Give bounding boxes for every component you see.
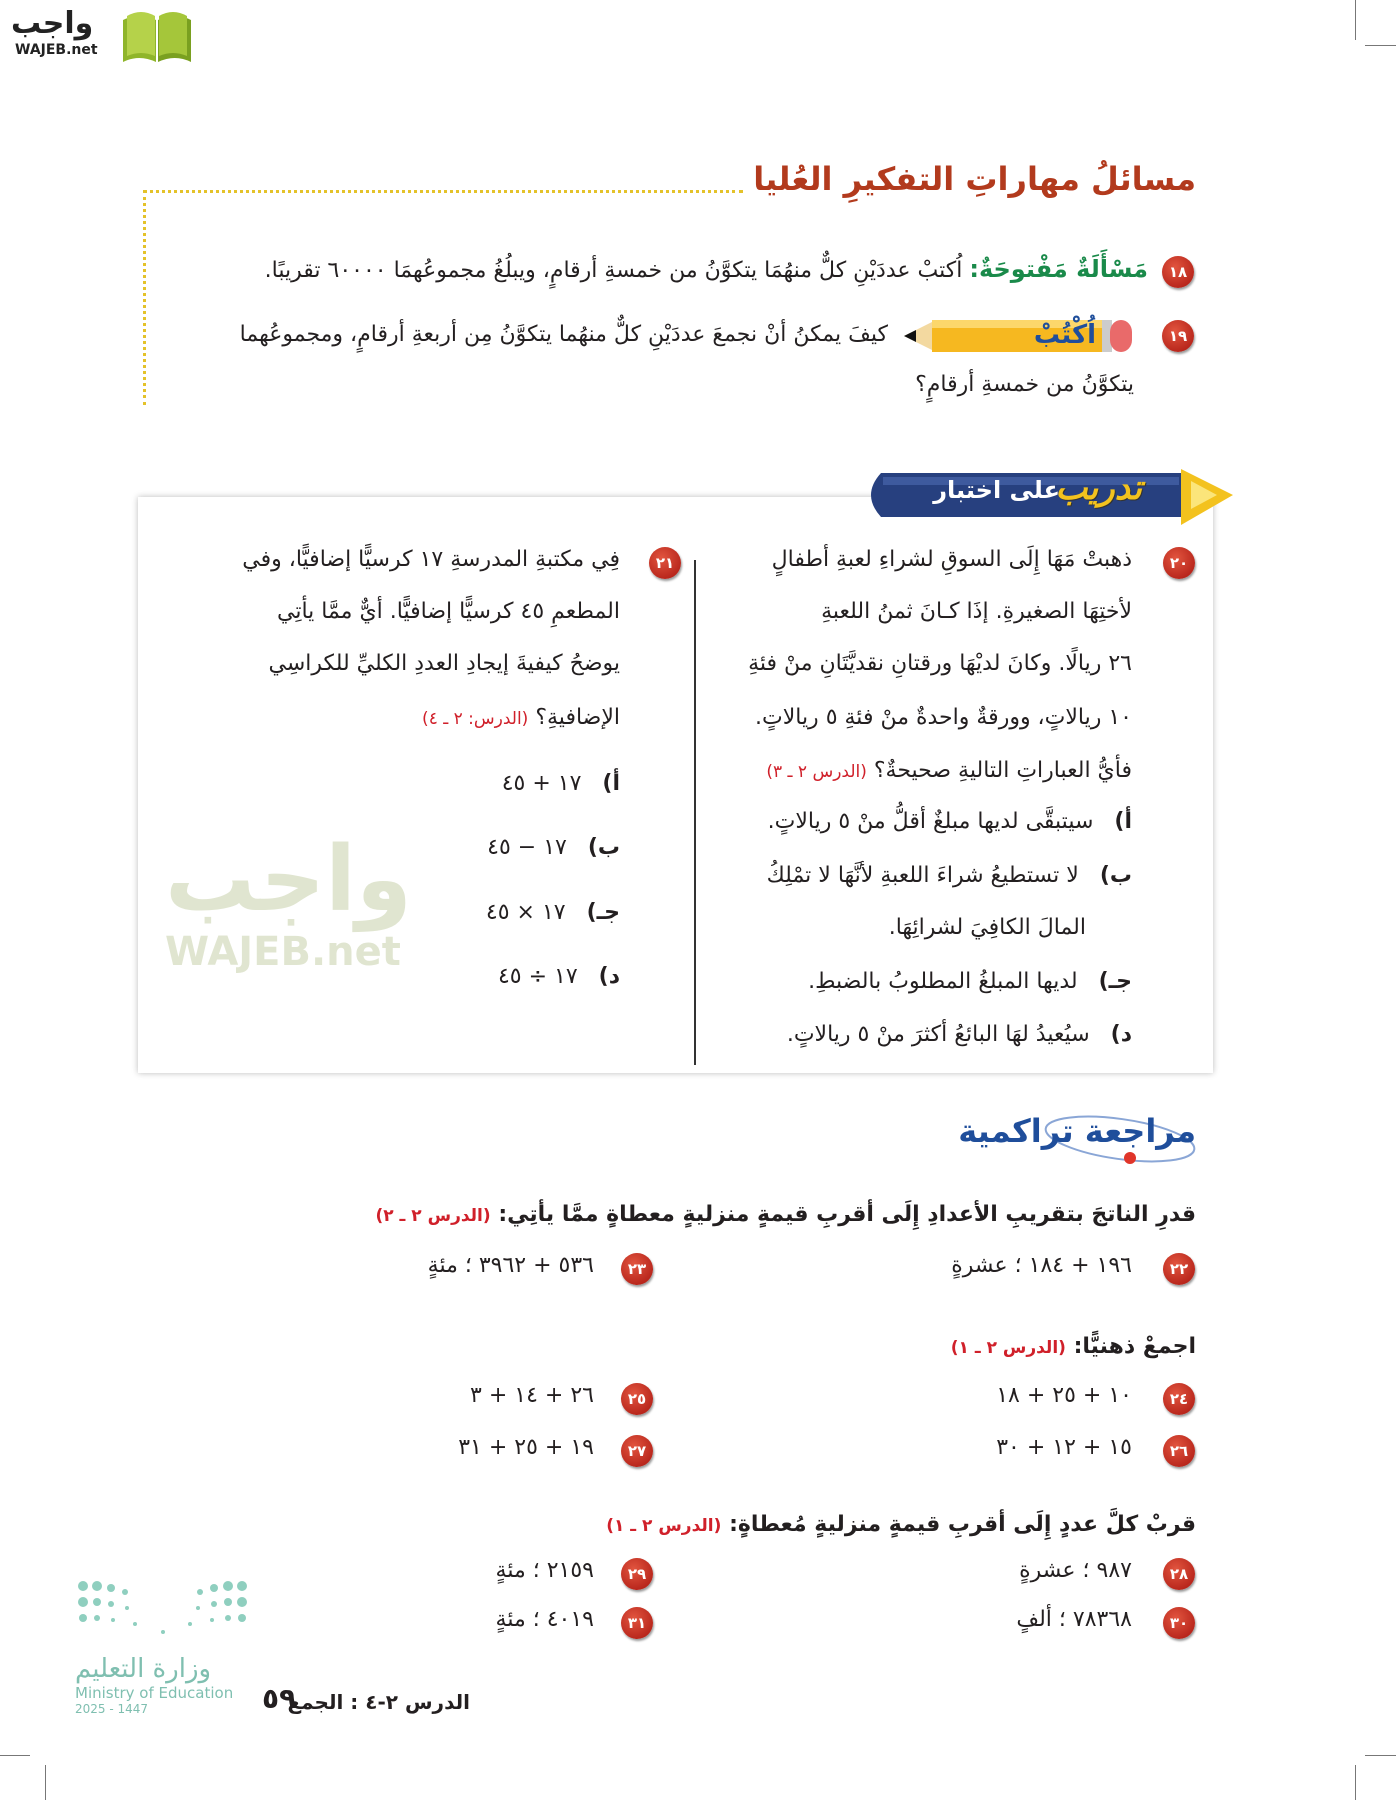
crop-mark <box>0 1755 30 1756</box>
exercise: ٧٨٣٦٨ ؛ ألفٍ <box>1016 1607 1132 1632</box>
exercise: ٥٣٦ + ٣٩٦٢ ؛ مئةٍ <box>427 1253 594 1278</box>
question-badge: ٢٤ <box>1163 1383 1195 1415</box>
ministry-logo <box>75 1578 250 1728</box>
question-18 <box>265 255 1148 283</box>
option-text: لديها المبلغُ المطلوبُ بالضبطِ. <box>808 969 1078 994</box>
dotted-border <box>143 190 146 405</box>
question-badge: ٣٠ <box>1163 1607 1195 1639</box>
watermark <box>165 827 412 975</box>
pencil-icon <box>904 316 1134 356</box>
option-text: لا تستطيعُ شراءَ اللعبةِ لأنَّهَا لا تمْلِكُ <box>766 863 1079 888</box>
option-letter: جـ) <box>1098 969 1132 994</box>
option-letter: د) <box>598 964 620 989</box>
question-text: اُكتبْ عددَيْنِ كلٌّ منهُمَا يتكوَّنُ من خمسةِ أرقامٍ، ويبلُغُ مجموعُهمَا ٦٠٠٠٠ تقريبًا. <box>264 258 963 283</box>
ministry-year: 2025 - 1447 <box>75 1702 149 1716</box>
question-badge: ١٩ <box>1162 320 1194 352</box>
question-badge: ٢١ <box>649 547 681 579</box>
option-letter: أ) <box>602 771 620 796</box>
q21-line: يوضحُ كيفيةَ إيجادِ العددِ الكليِّ للكراسِي <box>268 651 620 676</box>
q20-line: لأختِهَا الصغيرةِ. إذَا كـانَ ثمنُ اللعبةِ <box>821 599 1132 624</box>
answer-option[interactable] <box>808 969 1132 994</box>
crop-mark <box>1365 45 1396 46</box>
watermark-ar: واجب <box>165 827 412 932</box>
question-badge: ٢٠ <box>1163 547 1195 579</box>
answer-option[interactable] <box>502 771 620 796</box>
column-divider <box>694 560 696 1065</box>
lesson-footer: الدرس ٢-٤ : الجمع <box>287 1690 470 1714</box>
instruction <box>375 1202 1196 1227</box>
exercise: ١٥ + ١٢ + ٣٠ <box>996 1435 1132 1460</box>
q21-line: فِي مكتبةِ المدرسةِ ١٧ كرسيًّا إضافيًّا، وفي <box>242 547 620 572</box>
answer-option[interactable] <box>498 964 620 989</box>
option-letter: جـ) <box>586 900 620 925</box>
book-icon <box>119 8 195 64</box>
answer-option[interactable] <box>487 835 620 860</box>
instruction <box>606 1512 1196 1537</box>
option-letter: أ) <box>1114 809 1132 834</box>
logo-subtext: WAJEB.net <box>15 42 98 58</box>
option-text: ١٧ ÷ ٤٥ <box>497 964 578 989</box>
option-text-continued: المالَ الكافِيَ لشرائِهَا. <box>888 915 1086 940</box>
question-badge: ٢٢ <box>1163 1253 1195 1285</box>
option-text: سيُعيدُ لهَا البائعُ أكثرَ منْ ٥ ريالاتٍ. <box>786 1022 1090 1047</box>
question-badge: ٢٥ <box>621 1383 653 1415</box>
section-title-hots: مسائلُ مهاراتِ التفكيرِ العُليا <box>753 160 1196 198</box>
exercise: ١٩ + ٢٥ + ٣١ <box>458 1435 594 1460</box>
page-number: ٥٩ <box>262 1682 297 1715</box>
option-letter: ب) <box>587 835 620 860</box>
answer-option[interactable] <box>768 809 1132 834</box>
question-badge: ٢٦ <box>1163 1435 1195 1467</box>
question-badge: ٢٧ <box>621 1435 653 1467</box>
crop-mark <box>1365 1755 1396 1756</box>
q21-question: الإضافيةِ؟ <box>535 705 620 730</box>
exercise: ٤٠١٩ ؛ مئةٍ <box>495 1607 594 1632</box>
dotted-border <box>143 190 743 193</box>
ministry-name-en: Ministry of Education <box>75 1684 234 1702</box>
instruction-text: قربْ كلَّ عددٍ إِلَى أقربِ قيمةٍ منزليةٍ مُعطاةٍ: <box>729 1512 1196 1537</box>
banner-text: على اختبار <box>933 476 1060 504</box>
ministry-name-ar: وزارة التعليم <box>75 1654 212 1684</box>
logo-text: واجب <box>11 6 94 41</box>
instruction-text: قدرِ الناتجَ بتقريبِ الأعدادِ إِلَى أقربِ قيمةٍ منزليةٍ معطاةٍ ممَّا يأتِي: <box>498 1202 1196 1227</box>
lesson-ref: (الدرس: ٢ ـ ٤) <box>422 709 529 729</box>
section-title-review: مراجعة تراكمية <box>958 1112 1196 1150</box>
option-text: ١٧ + ٤٥ <box>501 771 582 796</box>
q20-line: ١٠ ريالاتٍ، وورقةٌ واحدةٌ منْ فئةِ ٥ ريالاتٍ. <box>754 705 1132 730</box>
q20-question: فأيُّ العباراتِ التاليةِ صحيحةٌ؟ <box>873 758 1132 783</box>
crop-mark <box>45 1765 46 1800</box>
watermark-en: WAJEB.net <box>165 929 401 975</box>
open-problem-label: مَسْأَلَةٌ مَفْتوحَةٌ: <box>969 255 1148 283</box>
option-letter: ب) <box>1099 863 1132 888</box>
q20-line: ذهبتْ مَهَا إِلَى السوقِ لشراءِ لعبةِ أطفالٍ <box>771 547 1132 572</box>
exercise: ٢١٥٩ ؛ مئةٍ <box>495 1558 594 1583</box>
option-text: سيتبقَّى لديها مبلغٌ أقلُّ منْ ٥ ريالاتٍ. <box>767 809 1094 834</box>
exercise: ٩٨٧ ؛ عشرةٍ <box>1019 1558 1132 1583</box>
instruction-text: اجمعْ ذهنيًّا: <box>1073 1334 1196 1359</box>
instruction <box>951 1334 1196 1359</box>
exercise: ٢٦ + ١٤ + ٣ <box>470 1383 594 1408</box>
answer-option[interactable] <box>787 1022 1132 1047</box>
q21-line <box>422 705 620 730</box>
lesson-ref: (الدرس ٢ ـ ٢) <box>375 1206 491 1226</box>
q21-line: المطعمِ ٤٥ كرسيًّا إضافيًّا. أيٌّ ممَّا يأتِي <box>276 599 620 624</box>
lesson-ref: (الدرس ٢ ـ ٣) <box>766 762 867 782</box>
question-text: يتكوَّنُ من خمسةِ أرقامٍ؟ <box>915 372 1134 397</box>
crop-mark <box>1355 0 1356 40</box>
wajeb-logo[interactable] <box>11 6 191 64</box>
banner-script: تدريب <box>1055 468 1142 508</box>
question-badge: ٢٩ <box>621 1558 653 1590</box>
option-text: ١٧ − ٤٥ <box>487 835 567 860</box>
question-badge: ٢٣ <box>621 1253 653 1285</box>
ministry-dots-icon <box>75 1578 250 1638</box>
option-letter: د) <box>1110 1022 1132 1047</box>
lesson-ref: (الدرس ٢ ـ ١) <box>950 1338 1066 1358</box>
option-text: ١٧ × ٤٥ <box>485 900 566 925</box>
question-badge: ٣١ <box>621 1607 653 1639</box>
q20-line: ٢٦ ريالًا. وكانَ لديْهَا ورقتانِ نقديَّتَانِ منْ فئةِ <box>748 651 1132 676</box>
answer-option[interactable] <box>486 900 620 925</box>
exercise: ١٩٦ + ١٨٤ ؛ عشرةٍ <box>951 1253 1132 1278</box>
crop-mark <box>1355 1765 1356 1800</box>
q20-line <box>766 758 1132 783</box>
question-badge: ٢٨ <box>1163 1558 1195 1590</box>
question-text: كيفَ يمكنُ أنْ نجمعَ عددَيْنِ كلٌّ منهُما يتكوَّنُ مِن أربعةِ أرقامٍ، ومجموعُهما <box>239 322 888 347</box>
write-label: اُكْتُبْ <box>1033 320 1096 350</box>
exercise: ١٠ + ٢٥ + ١٨ <box>996 1383 1132 1408</box>
lesson-ref: (الدرس ٢ ـ ١) <box>606 1516 722 1536</box>
answer-option[interactable] <box>767 863 1132 888</box>
question-badge: ١٨ <box>1162 256 1194 288</box>
